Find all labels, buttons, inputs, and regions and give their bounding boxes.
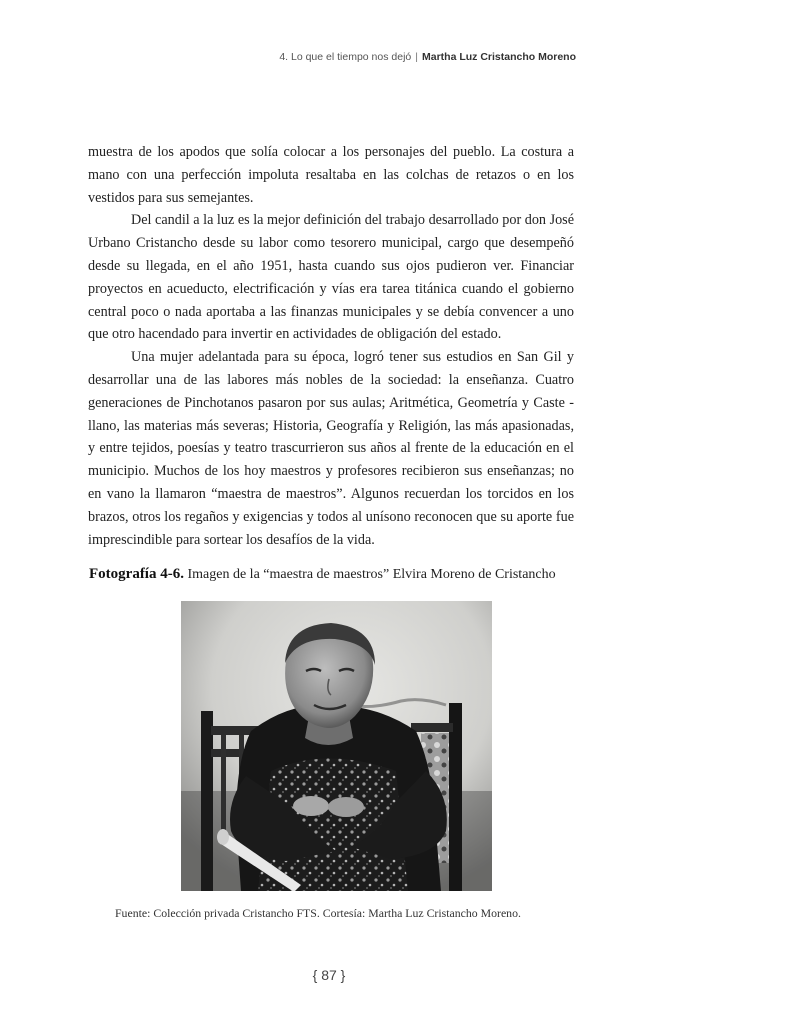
figure-caption-text: Imagen de la “maestra de maestros” Elvira Moreno de Cristancho — [187, 567, 556, 582]
portrait-photo-drawing — [181, 601, 492, 891]
paragraph-2: Del candil a la luz es la mejor definición del trabajo desarrollado por don José Urbano Cristancho desde su labor como tesorero municipal, cargo que desempeñó desde su llegada, en el año 1951, hasta cuando sus ojos pudieron ver. Financiar proyectos en acueducto, electrificación y vías era tarea titánica cuando el gobierno central poco o nada aportaba a las finanzas municipales y se debía convencer a uno que otro hacendado para invertir en actividades de obligación del estado. — [88, 212, 574, 343]
running-header — [279, 51, 576, 63]
figure-label: Fotografía 4-6. — [89, 566, 184, 582]
portrait-photo — [181, 601, 492, 891]
author-name: Martha Luz Cristancho Moreno — [421, 51, 576, 63]
paragraph-3: Una mujer adelantada para su época, logró tener sus estudios en San Gil y desarrollar una de las labores más nobles de la sociedad: la enseñanza. Cuatro generaciones de Pinchotanos pasaron por sus aulas; Aritmética, Geometría y Caste - llano, las materias más severas; Historia, Geografía y Religión, las más apasionadas, y entre tejidos, poesías y teatro trascurrieron sus años al frente de la educación en el municipio. Muchos de los hoy maestros y profesores recibieron sus enseñanzas; no en vano la llamaron “maestra de maestros”. Algunos recuerdan los torcidos en los brazos, otros los regaños y exigencias y todos al unísono reconocen que su aporte fue imprescindible para sortear los desafíos de la vida. — [88, 349, 574, 548]
header-separator: | — [415, 51, 418, 63]
body-text — [88, 141, 574, 551]
page-number: { 87 } — [312, 967, 346, 983]
figure-caption — [89, 566, 609, 583]
paragraph-1: muestra de los apodos que solía colocar a los personajes del pueblo. La costura a mano con una perfección impoluta resaltaba en las colchas de retazos o en los vestidos para sus semejantes. — [88, 144, 574, 206]
figure-source: Fuente: Colección privada Cristancho FTS. Cortesía: Martha Luz Cristancho Moreno. — [115, 906, 521, 920]
chapter-title: 4. Lo que el tiempo nos dejó — [279, 51, 412, 63]
